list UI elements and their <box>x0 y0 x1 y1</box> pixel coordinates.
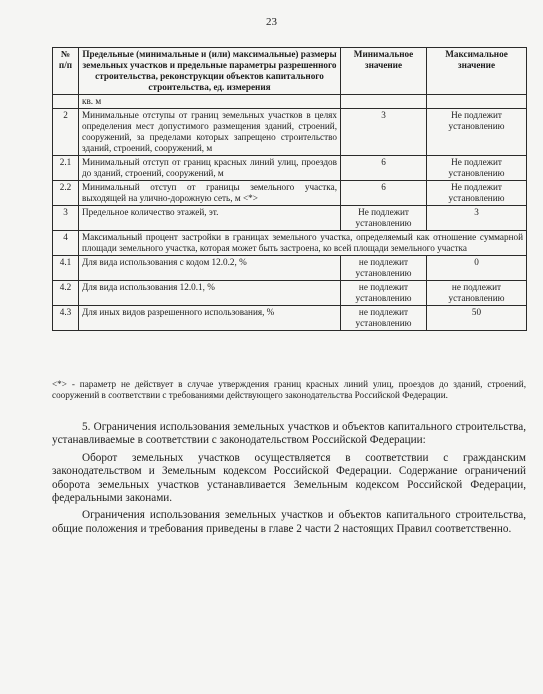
row-parameter: Минимальный отступ от границы земельного участка, выходящей на улично-дорожную сеть, м <*> <box>79 181 341 206</box>
row-number: 4.3 <box>53 306 79 331</box>
row-parameter: Минимальный отступ от границ красных линий улиц, проездов до зданий, строений, сооружений, м <box>79 156 341 181</box>
row-parameter: Предельное количество этажей, эт. <box>79 206 341 231</box>
row-min-value: Не подлежит установлению <box>341 206 427 231</box>
row-max-value: не подлежит установлению <box>427 281 527 306</box>
table-row <box>53 231 527 256</box>
row-min-value: 3 <box>341 109 427 156</box>
row-number: 4.1 <box>53 256 79 281</box>
body-text <box>52 421 526 536</box>
table-row <box>53 95 527 109</box>
row-number: 4 <box>53 231 79 256</box>
table-row <box>53 109 527 156</box>
row-max-value: 3 <box>427 206 527 231</box>
table-row <box>53 156 527 181</box>
row-min-value: не подлежит установлению <box>341 281 427 306</box>
row-min-value: не подлежит установлению <box>341 256 427 281</box>
table-footnote: <*> - параметр не действует в случае утверждения границ красных линий улиц, проездов до зданий, строений, сооружений в соответствии с требованиями действующего законодательства Российской Федерации. <box>52 379 526 400</box>
row-max-value: 0 <box>427 256 527 281</box>
parameters-table <box>52 47 527 331</box>
row-max-value: Не подлежит установлению <box>427 109 527 156</box>
row-number: 2.1 <box>53 156 79 181</box>
section-paragraph: Ограничения использования земельных участков и объектов капитального строительства, общие положения и требования приведены в главе 2 части 2 настоящих Правил соответственно. <box>52 509 526 535</box>
row-min-value: 6 <box>341 156 427 181</box>
row-max-value <box>427 95 527 109</box>
row-min-value <box>341 95 427 109</box>
row-number: 3 <box>53 206 79 231</box>
header-number: № п/п <box>53 48 79 95</box>
row-max-value: 50 <box>427 306 527 331</box>
header-max-value: Максимальное значение <box>427 48 527 95</box>
row-number: 2.2 <box>53 181 79 206</box>
table-row <box>53 306 527 331</box>
table-row <box>53 281 527 306</box>
table-row <box>53 206 527 231</box>
table-header-row <box>53 48 527 95</box>
row-number <box>53 95 79 109</box>
row-parameter: Для иных видов разрешенного использования, % <box>79 306 341 331</box>
row-min-value: 6 <box>341 181 427 206</box>
row-max-value: Не подлежит установлению <box>427 156 527 181</box>
header-parameter: Предельные (минимальные и (или) максимальные) размеры земельных участков и предельные параметры разрешенного строительства, реконструкции объектов капитального строительства, ед. измерения <box>79 48 341 95</box>
table-row <box>53 256 527 281</box>
row-parameter: кв. м <box>79 95 341 109</box>
row-parameter: Минимальные отступы от границ земельных участков в целях определения мест допустимого размещения зданий, строений, сооружений, за пределами которых запрещено строительство зданий, строений, сооружений, м <box>79 109 341 156</box>
row-parameter-merged: Максимальный процент застройки в границах земельного участка, определяемый как отношение суммарной площади земельного участка, которая может быть застроена, ко всей площади земельного участка <box>79 231 527 256</box>
row-number: 4.2 <box>53 281 79 306</box>
row-parameter: Для вида использования с кодом 12.0.2, % <box>79 256 341 281</box>
row-max-value: Не подлежит установлению <box>427 181 527 206</box>
header-min-value: Минимальное значение <box>341 48 427 95</box>
row-number: 2 <box>53 109 79 156</box>
row-parameter: Для вида использования 12.0.1, % <box>79 281 341 306</box>
page-number: 23 <box>266 16 277 28</box>
section-paragraph: Оборот земельных участков осуществляется в соответствии с гражданским законодательством и Земельным кодексом Российской Федерации. Содержание ограничений оборота земельных участков устанавливается Земельным кодексом Российской Федерации, федеральными законами. <box>52 451 526 505</box>
row-min-value: не подлежит установлению <box>341 306 427 331</box>
table-row <box>53 181 527 206</box>
section-paragraph: 5. Ограничения использования земельных участков и объектов капитального строительства, устанавливаемые в соответствии с законодательством Российской Федерации: <box>52 421 526 447</box>
